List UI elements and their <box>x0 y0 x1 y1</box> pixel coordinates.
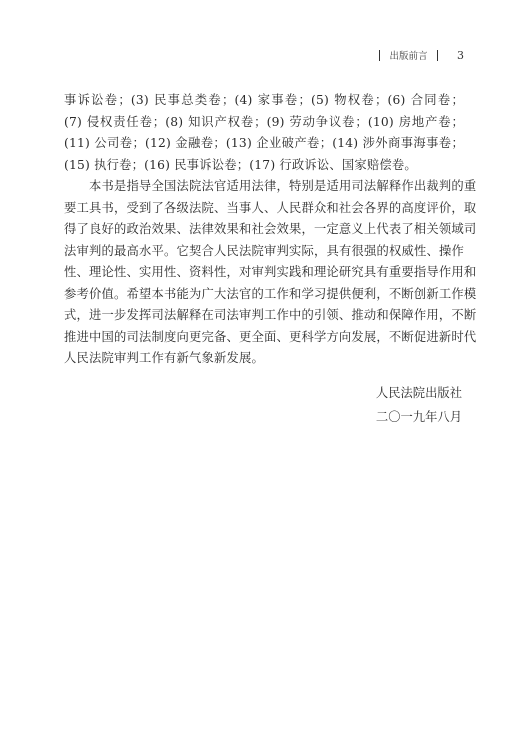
text-line: 性、理论性、实用性、资料性，对审判实践和理论研究具有重要指导作用和 <box>64 265 477 279</box>
paragraph-book-purpose <box>64 176 477 370</box>
text-line: 推进中国的司法制度向更完备、更全面、更科学方向发展，不断促进新时代 <box>64 329 477 344</box>
text-line: 参考价值。希望本书能为广大法官的工作和学习提供便利，不断创新工作模 <box>64 286 477 301</box>
text-line: (7) 侵权责任卷；(8) 知识产权卷；(9) 劳动争议卷；(10) 房地产卷； <box>64 114 464 129</box>
text-line: 本书是指导全国法院法官适用法律，特别是适用司法解释作出裁判的重 <box>89 179 477 193</box>
text-line: 要工具书，受到了各级法院、当事人、人民群众和社会各界的高度评价，取 <box>64 200 477 215</box>
publication-date: 二〇一九年八月 <box>375 410 462 424</box>
text-line: 式，进一步发挥司法解释在司法审判工作中的引领、推动和保障作用，不断 <box>64 308 477 322</box>
running-header <box>370 48 464 62</box>
publisher-name: 人民法院出版社 <box>375 386 462 400</box>
header-divider-left <box>379 50 381 61</box>
signature-block <box>376 381 462 429</box>
header-section-title: 出版前言 <box>389 51 428 62</box>
text-line: (15) 执行卷；(16) 民事诉讼卷；(17) 行政诉讼、国家赔偿卷。 <box>64 157 417 172</box>
text-line: 法审判的最高水平。它契合人民法院审判实际，具有很强的权威性、操作 <box>64 243 464 258</box>
text-line: 人民法院审判工作有新气象新发展。 <box>64 351 264 365</box>
paragraph-volume-list <box>64 90 464 176</box>
header-divider-right <box>437 50 439 61</box>
body-text <box>64 90 477 370</box>
text-line: 事诉讼卷；(3) 民事总类卷；(4) 家事卷；(5) 物权卷；(6) 合同卷； <box>64 93 464 107</box>
page-number: 3 <box>457 48 464 62</box>
text-line: (11) 公司卷；(12) 金融卷；(13) 企业破产卷；(14) 涉外商事海事卷； <box>64 136 464 150</box>
text-line: 得了良好的政治效果、法律效果和社会效果，一定意义上代表了相关领域司 <box>64 222 477 236</box>
